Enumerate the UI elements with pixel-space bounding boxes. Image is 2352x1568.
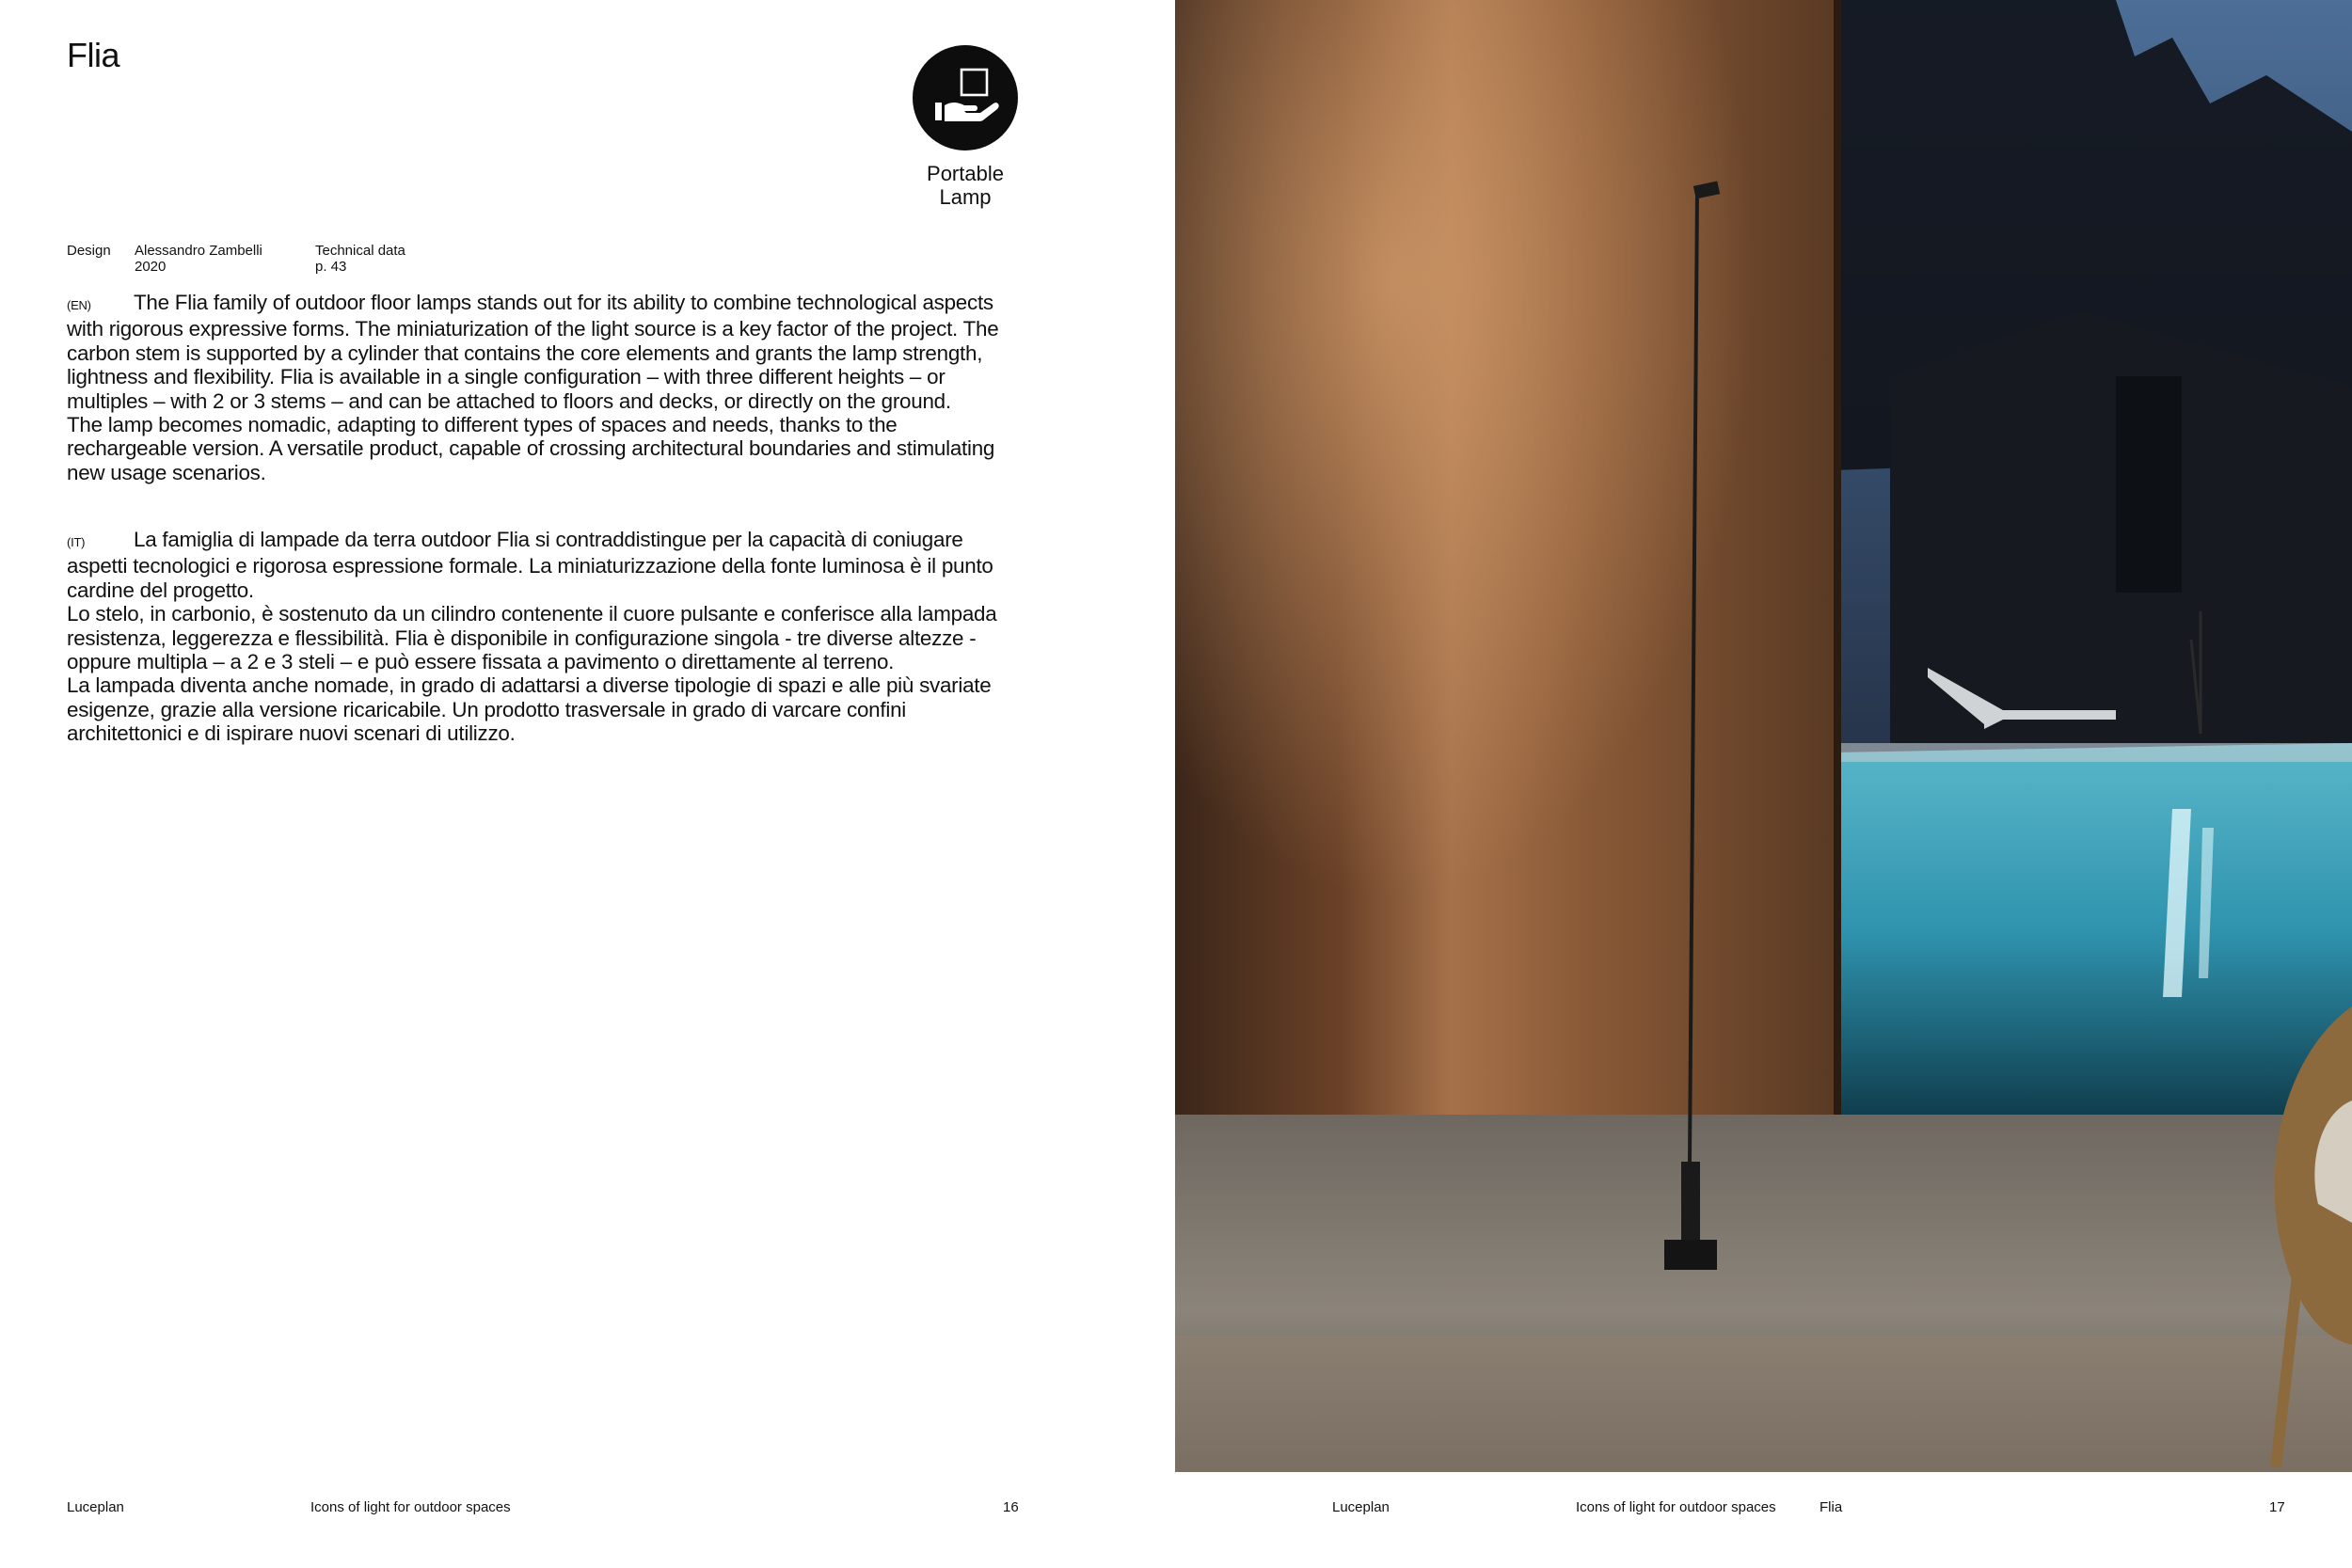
designer-name: Alessandro Zambelli (135, 243, 262, 259)
technical-data-page: p. 43 (315, 259, 347, 275)
page-number-right: 17 (2269, 1499, 2285, 1515)
page-number-left: 16 (1003, 1499, 1019, 1515)
badge-label-line1: Portable (927, 162, 1004, 185)
en-paragraph-2: The lamp becomes nomadic, adapting to different types of spaces and needs, thanks to the rechargeable version. A versatile product, capable of crossing architectural boundaries and stimulating new usage scenarios. (67, 413, 995, 484)
en-paragraph-1 (67, 291, 1008, 413)
design-label: Design (67, 243, 111, 259)
footer-brand-left: Luceplan (67, 1499, 124, 1515)
footer-product-right: Flia (1820, 1499, 1843, 1515)
it-paragraph-3: La lampada diventa anche nomade, in grado di adattarsi a diverse tipologie di spazi e alle più svariate esigenze, grazie alla versione ricaricabile. Un prodotto trasversale in grado di varcare confini architettonici e di ispirare nuovi scenari di utilizzo. (67, 673, 992, 746)
right-page (1175, 0, 2352, 1568)
page-title: Flia (67, 36, 120, 74)
badge-label (884, 162, 1046, 209)
it-paragraph-1 (67, 528, 1008, 602)
it-paragraph-2: Lo stelo, in carbonio, è sostenuto da un cilindro contenente il cuore pulsante e conferisce alla lampada resistenza, leggerezza e flessibilità. Flia è disponibile in configurazione singola - tre diverse altezze - oppure multipla – a 2 e 3 steli – e può essere fissata a pavimento o direttamente al terreno. (67, 602, 997, 674)
left-page (0, 0, 1175, 1568)
footer-brand-right: Luceplan (1332, 1499, 1390, 1515)
design-year: 2020 (135, 259, 167, 275)
hand-with-box-icon (913, 45, 1018, 150)
designer-info (135, 243, 262, 275)
en-paragraph-1-text: The Flia family of outdoor floor lamps stands out for its ability to combine technological aspects with rigorous expressive forms. The miniaturization of the light source is a key factor of the project. The carbon stem is supported by a cylinder that contains the core elements and grants the lamp strength, lightness and flexibility. Flia is available in a single configuration – with three different heights – or multiples – with 2 or 3 stems – and can be attached to floors and decks, or directly on the ground. (67, 291, 999, 413)
photo-illustration (1175, 0, 2352, 1472)
technical-data-ref (315, 243, 405, 275)
english-description (67, 291, 1008, 484)
footer-section-left: Icons of light for outdoor spaces (310, 1499, 511, 1515)
portable-lamp-badge (913, 45, 1018, 150)
language-tag-en: (EN) (67, 298, 91, 312)
outdoor-pool-lamp-photo (1175, 0, 2352, 1472)
italian-description (67, 528, 1008, 746)
technical-data-label: Technical data (315, 243, 405, 259)
product-type-badge (884, 45, 1046, 209)
language-tag-it: (IT) (67, 535, 86, 549)
it-paragraph-1-text: La famiglia di lampade da terra outdoor Flia si contraddistingue per la capacità di coniugare aspetti tecnologici e rigorosa espressione formale. La miniaturizzazione della fonte luminosa è il punto cardine del progetto. (67, 528, 993, 602)
footer-section-right: Icons of light for outdoor spaces (1576, 1499, 1776, 1515)
badge-label-line2: Lamp (939, 185, 992, 209)
